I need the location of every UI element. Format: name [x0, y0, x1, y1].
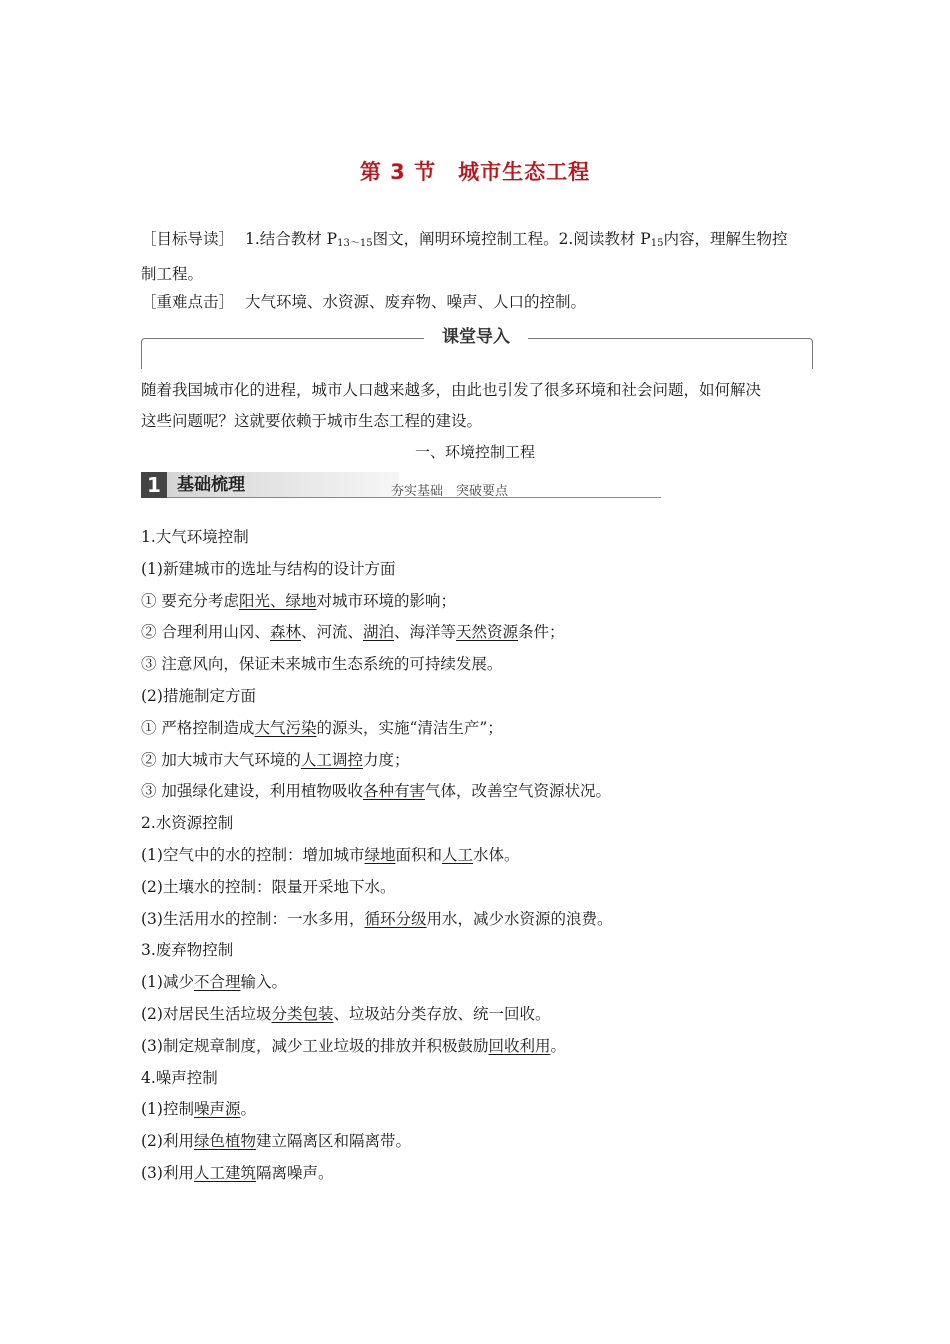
line-text: ③ 注意风向，保证未来城市生态系统的可持续发展。	[141, 655, 503, 674]
keyword-underlined: 不合理	[193, 973, 241, 992]
line-text: (2)对居民生活垃圾	[141, 1004, 272, 1023]
content-line	[141, 1126, 821, 1158]
line-text: 建立隔离区和隔离带。	[255, 1132, 411, 1151]
line-text: 气体，改善空气资源状况。	[424, 782, 611, 801]
content-line	[141, 681, 821, 713]
line-text: (1)新建城市的选址与结构的设计方面	[141, 559, 396, 578]
intro-line: 这些问题呢？这就要依赖于城市生态工程的建设。	[141, 412, 483, 430]
line-text: (2)土壤水的控制：限量开采地下水。	[141, 877, 396, 896]
keyword-underlined: 森林	[269, 623, 301, 642]
content-line	[141, 872, 821, 904]
content-line	[141, 935, 821, 967]
content-line	[141, 586, 821, 618]
goal-text: 图文，阐明环境控制工程。2.阅读教材 P	[372, 230, 651, 248]
line-text: (1)空气中的水的控制：增加城市	[141, 845, 365, 864]
line-text: ① 严格控制造成	[141, 718, 255, 737]
banner-subtitle: 夯实基础 突破要点	[391, 484, 509, 499]
content-line	[141, 999, 821, 1031]
line-text: 、海洋等	[393, 623, 456, 642]
line-text: 、垃圾站分类存放、统一回收。	[333, 1004, 551, 1023]
line-text: 面积和	[395, 845, 442, 864]
content-line	[141, 1094, 821, 1126]
classroom-intro-text	[141, 375, 813, 437]
line-text: 2.水资源控制	[141, 814, 234, 833]
keyword-underlined: 人工	[442, 845, 474, 864]
keyword-underlined: 回收利用	[488, 1036, 551, 1055]
line-text: 。	[240, 1100, 256, 1119]
banner-title: 基础梳理	[177, 475, 245, 495]
line-text: 水体。	[473, 845, 520, 864]
content-line	[141, 649, 821, 681]
goal-subscript: 13～15	[337, 238, 373, 249]
content-line	[141, 776, 821, 808]
content-line	[141, 1158, 821, 1190]
content-line	[141, 713, 821, 745]
goal-text: 1.结合教材 P	[244, 230, 338, 248]
intro-line: 随着我国城市化的进程，城市人口越来越多，由此也引发了很多环境和社会问题，如何解决	[141, 381, 762, 399]
goal-text: 内容，理解生物控	[663, 230, 788, 248]
key-points-label: ［重难点击］	[141, 293, 235, 311]
line-text: (3)生活用水的控制：一水多用，	[141, 909, 365, 928]
keyword-underlined: 大气污染	[254, 718, 317, 737]
keyword-underlined: 天然资源	[456, 623, 519, 642]
keyword-underlined: 阳光、绿地	[238, 591, 317, 610]
keyword-underlined: 湖泊	[362, 623, 394, 642]
keyword-underlined: 绿色植物	[193, 1132, 256, 1151]
goal-subscript: 15	[650, 238, 664, 249]
key-points-text: 大气环境、水资源、废弃物、噪声、人口的控制。	[244, 293, 586, 311]
line-text: ② 加大城市大气环境的	[141, 750, 301, 769]
line-text: 隔离噪声。	[255, 1163, 334, 1182]
line-text: 。	[550, 1036, 566, 1055]
line-text: 输入。	[240, 973, 287, 992]
line-text: (3)制定规章制度，减少工业垃圾的排放并积极鼓励	[141, 1036, 489, 1055]
line-text: 条件；	[518, 623, 565, 642]
content-line	[141, 967, 821, 999]
line-text: 4.噪声控制	[141, 1068, 218, 1087]
line-text: 用水，减少水资源的浪费。	[426, 909, 613, 928]
content-line	[141, 617, 821, 649]
content-line	[141, 522, 821, 554]
line-text: 、河流、	[300, 623, 363, 642]
keyword-underlined: 噪声源	[193, 1100, 241, 1119]
line-text: (2)措施制定方面	[141, 686, 256, 705]
content-line	[141, 1063, 821, 1095]
content-line	[141, 1031, 821, 1063]
content-line	[141, 808, 821, 840]
keyword-underlined: 人工调控	[300, 750, 363, 769]
line-text: (1)减少	[141, 973, 194, 992]
line-text: 1.大气环境控制	[141, 528, 249, 546]
content-list	[141, 522, 821, 1190]
line-text: (1)控制	[141, 1100, 194, 1119]
content-line	[141, 840, 821, 872]
keyword-underlined: 循环分级	[364, 909, 427, 928]
line-text: ③ 加强绿化建设，利用植物吸收	[141, 782, 363, 801]
classroom-intro-heading: 课堂导入	[424, 322, 528, 347]
section-heading: 一、环境控制工程	[414, 443, 535, 461]
line-text: 3.废弃物控制	[141, 941, 234, 960]
content-line	[141, 745, 821, 777]
banner-number: 1	[141, 472, 167, 498]
line-text: (2)利用	[141, 1132, 194, 1151]
keyword-underlined: 各种有害	[362, 782, 425, 801]
content-line	[141, 904, 821, 936]
title-prefix: 第 3 节	[359, 160, 437, 184]
title-main: 城市生态工程	[458, 160, 591, 184]
goal-paragraph	[141, 224, 813, 290]
page-title	[0, 156, 950, 186]
goal-label: ［目标导读］	[141, 230, 235, 248]
line-text: (3)利用	[141, 1163, 194, 1182]
line-text: ② 合理利用山冈、	[141, 623, 270, 642]
content-line	[141, 554, 821, 586]
goal-text: 制工程。	[141, 265, 204, 283]
line-text: 力度；	[362, 750, 410, 769]
basics-banner	[141, 472, 521, 500]
line-text: 对城市环境的影响；	[316, 591, 456, 610]
keyword-underlined: 分类包装	[271, 1004, 334, 1023]
line-text: ① 要充分考虑	[141, 591, 239, 610]
keyword-underlined: 人工建筑	[193, 1163, 256, 1182]
line-text: 的源头，实施“清洁生产”；	[316, 718, 503, 737]
keyword-underlined: 绿地	[364, 845, 396, 864]
key-points	[141, 287, 813, 318]
